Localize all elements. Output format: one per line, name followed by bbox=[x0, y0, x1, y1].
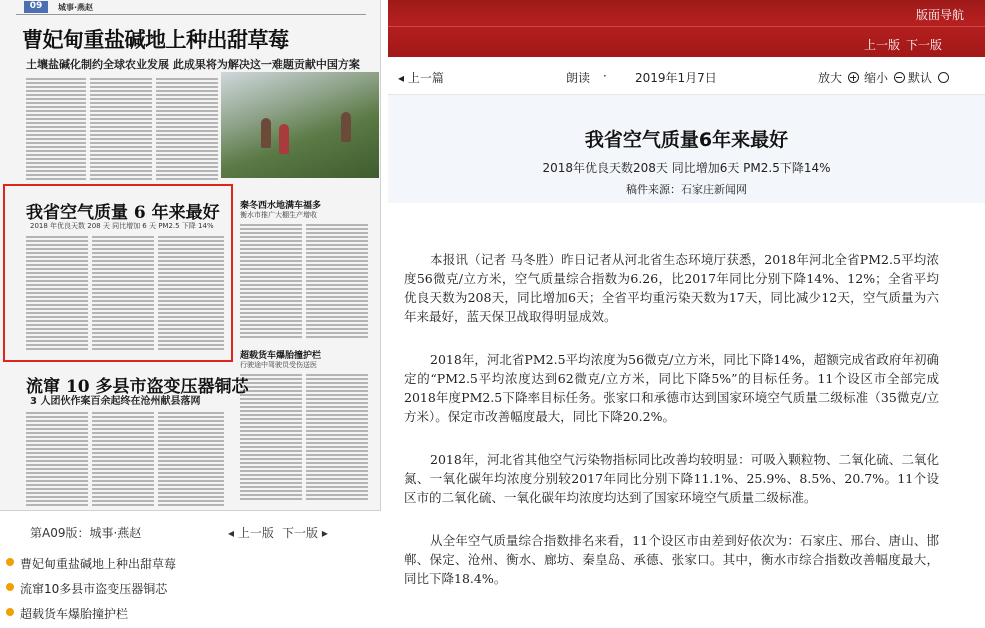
newspaper-section-name: 城事·燕赵 bbox=[58, 3, 94, 12]
list-item[interactable] bbox=[0, 578, 388, 603]
thumbnail-side-subheadline: 衡水市推广大棚生产增收 bbox=[240, 211, 317, 219]
article-title: 我省空气质量6年来最好 bbox=[584, 129, 789, 151]
thumbnail-highlight-subtitle: 2018 年优良天数 208 天 同比增加 6 天 PM2.5 下降 14% bbox=[30, 222, 214, 230]
triangle-left-icon: ◂ bbox=[228, 526, 235, 540]
newspaper-page-number: 09 bbox=[24, 1, 48, 13]
top-prev-page-link[interactable]: 上一版 bbox=[864, 38, 901, 52]
thumbnail-side-headline[interactable]: 超载货车爆胎撞护栏 bbox=[240, 351, 322, 361]
thumbnail-text-block bbox=[306, 222, 368, 340]
page-navigation bbox=[0, 516, 388, 546]
thumbnail-text-block bbox=[156, 76, 218, 180]
thumbnail-text-block bbox=[158, 410, 224, 506]
article-paragraph: 2018年，河北省PM2.5平均浓度为56微克/立方米，同比下降14%，超额完成省政府年初确定的“PM2.5平均浓度达到62微克/立方米，同比下降5%”的目标任务。11个设区市全部完成2018年度PM2.5下降率目标任务。张家口和承德市达到国家环境空气质量二级标准（35微克/立方米）。保定市改善幅度最大，同比下降20.2%。 bbox=[404, 352, 939, 424]
default-size-button[interactable] bbox=[908, 69, 949, 86]
triangle-right-icon: ▸ bbox=[321, 526, 328, 540]
zoom-in-label: 放大 bbox=[818, 71, 843, 85]
bullet-icon bbox=[6, 583, 14, 591]
article-link[interactable]: 曹妃甸重盐碱地上种出甜草莓 bbox=[20, 557, 177, 571]
thumbnail-text-block bbox=[92, 410, 154, 506]
zoom-in-button[interactable] bbox=[818, 69, 859, 86]
thumbnail-text-block bbox=[240, 372, 302, 502]
left-panel bbox=[0, 0, 388, 628]
top-next-page-link[interactable]: 下一版 bbox=[906, 38, 943, 52]
bullet-icon bbox=[6, 558, 14, 566]
prev-article-link[interactable] bbox=[398, 69, 444, 86]
thumbnail-text-block bbox=[26, 410, 88, 506]
article-subtitle: 2018年优良天数208天 同比增加6天 PM2.5下降14% bbox=[542, 161, 831, 175]
bullet-icon bbox=[6, 608, 14, 616]
top-nav-bar bbox=[388, 0, 985, 57]
nav-divider bbox=[388, 26, 985, 27]
article-toolbar bbox=[388, 57, 985, 95]
thumbnail-highlight-title[interactable]: 我省空气质量 6 年来最好 bbox=[26, 203, 220, 223]
thumbnail-lower-subheadline: 3 人团伙作案百余起终在沧州献县落网 bbox=[30, 396, 201, 407]
thumbnail-subheadline: 土壤盐碱化制约全球农业发展 此成果将为解决这一难题贡献中国方案 bbox=[26, 58, 360, 71]
list-item[interactable] bbox=[0, 553, 388, 578]
current-page-name: 第A09版：城事·燕赵 bbox=[30, 526, 142, 540]
thumbnail-text-block bbox=[306, 372, 368, 502]
separator-dot: · bbox=[603, 69, 607, 83]
circle-icon bbox=[938, 72, 949, 83]
list-item[interactable] bbox=[0, 603, 388, 628]
thumbnail-side-headline[interactable]: 秦冬西水地满车福多 bbox=[240, 201, 322, 211]
article-link[interactable]: 超载货车爆胎撞护栏 bbox=[20, 607, 129, 621]
article-header bbox=[388, 95, 985, 203]
thumbnail-text-block bbox=[26, 76, 86, 180]
thumbnail-headline[interactable]: 曹妃甸重盐碱地上种出甜草莓 bbox=[22, 27, 289, 52]
current-article-highlight bbox=[3, 184, 233, 362]
newspaper-page-header bbox=[16, 0, 366, 15]
newspaper-page-thumbnail[interactable] bbox=[0, 0, 381, 511]
zoom-out-button[interactable] bbox=[864, 69, 905, 86]
thumbnail-side-subheadline: 行驶途中驾驶员受伤送医 bbox=[240, 361, 317, 369]
prev-article-label: 上一篇 bbox=[407, 71, 444, 85]
article-source: 稿件来源：石家庄新闻网 bbox=[626, 183, 747, 196]
article-body bbox=[404, 250, 939, 612]
layout-nav-link[interactable]: 版面导航 bbox=[916, 8, 965, 22]
thumbnail-lower-headline[interactable]: 流窜 10 多县市盗变压器铜芯 bbox=[26, 377, 249, 397]
triangle-left-icon: ◂ bbox=[398, 71, 405, 85]
article-link[interactable]: 流窜10多县市盗变压器铜芯 bbox=[20, 582, 168, 596]
prev-page-label: 上一版 bbox=[237, 526, 274, 540]
article-date: 2019年1月7日 bbox=[635, 71, 717, 85]
thumbnail-text-block bbox=[90, 76, 152, 180]
zoom-out-label: 缩小 bbox=[864, 71, 889, 85]
next-page-link[interactable] bbox=[282, 524, 328, 541]
article-paragraph: 从全年空气质量综合指数排名来看，11个设区市由差到好依次为：石家庄、邢台、唐山、邯郸、保定、沧州、衡水、廊坊、秦皇岛、承德、张家口。其中，衡水市综合指数改善幅度最大，同比下降18.4%。 bbox=[404, 533, 939, 586]
minus-circle-icon bbox=[894, 72, 905, 83]
default-size-label: 默认 bbox=[908, 71, 933, 85]
read-aloud-button[interactable]: 朗读 bbox=[566, 71, 591, 85]
next-page-label: 下一版 bbox=[282, 526, 319, 540]
thumbnail-text-block bbox=[240, 222, 302, 340]
prev-page-link[interactable] bbox=[228, 524, 274, 541]
plus-circle-icon bbox=[848, 72, 859, 83]
article-list bbox=[0, 553, 388, 628]
thumbnail-photo bbox=[221, 72, 379, 178]
article-paragraph: 本报讯（记者 马冬胜）昨日记者从河北省生态环境厅获悉，2018年河北全省PM2.5平均浓度56微克/立方米，空气质量综合指数为6.26，比2017年同比分别下降14%、12%；全省平均优良天数为208天，同比增加6天；全省平均重污染天数为17天，同比减少12天，空气质量为六年来最好，蓝天保卫战取得明显成效。 bbox=[404, 252, 939, 324]
article-paragraph: 2018年，河北省其他空气污染物指标同比改善均较明显：可吸入颗粒物、二氧化硫、二氧化氮、一氧化碳年均浓度分别较2017年同比分别下降11.1%、25.9%、8.5%、20.7%。11个设区市的二氧化硫、一氧化碳年均浓度均达到了国家环境空气质量二级标准。 bbox=[404, 452, 939, 505]
article-panel bbox=[388, 0, 985, 628]
